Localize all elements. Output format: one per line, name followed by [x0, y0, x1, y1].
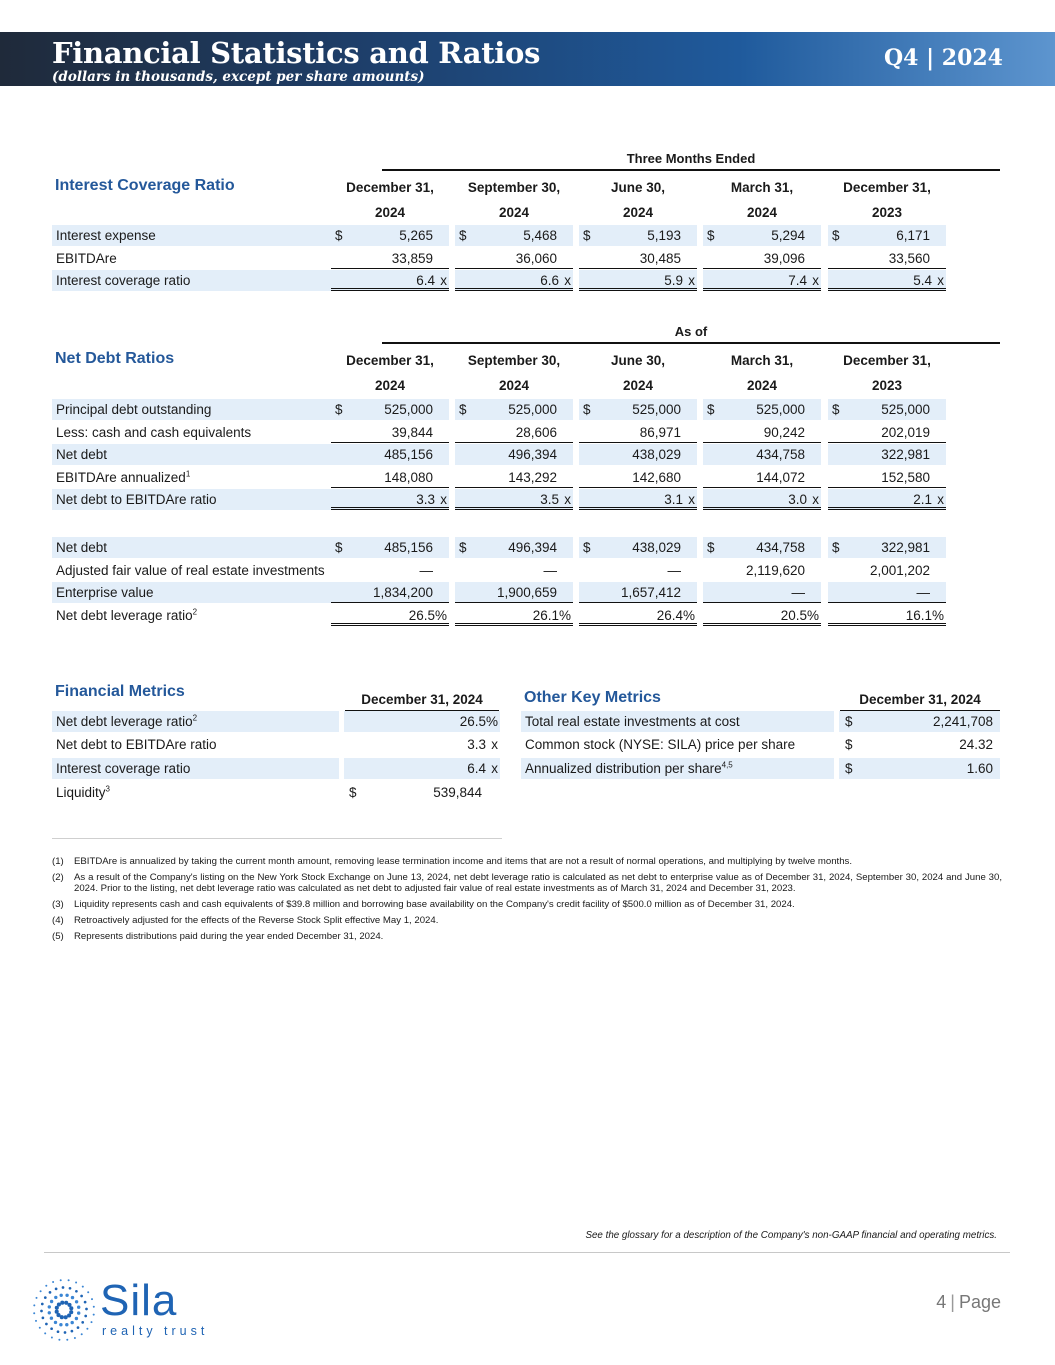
- cell-value: 202,019: [881, 424, 930, 440]
- metric-row: [521, 734, 1000, 755]
- cell-value: 438,029: [632, 540, 681, 555]
- cell-value: 36,060: [515, 250, 557, 266]
- column-header: December 31,: [346, 180, 434, 195]
- value-text: 1.60: [966, 761, 993, 776]
- row-label: Net debt leverage ratio$^2$: [56, 607, 198, 623]
- dollar-sign: $: [707, 228, 715, 243]
- cell-value: 5,265: [399, 228, 433, 243]
- table-cell: [455, 560, 573, 581]
- metric-label: Common stock (NYSE: SILA) price per share: [525, 737, 796, 752]
- table-cell: [455, 537, 573, 558]
- cell-suffix: x: [688, 273, 695, 288]
- cell-value: 496,394: [508, 447, 557, 462]
- row-label: Interest expense: [52, 225, 362, 246]
- table-cell: [703, 225, 821, 246]
- column-header-year: 2024: [374, 378, 406, 393]
- cell-value: —: [791, 585, 805, 600]
- table-cell: [455, 399, 573, 420]
- table-cell: [455, 444, 573, 465]
- table-cell: [703, 582, 821, 603]
- page-number: 4 | Page: [936, 1292, 1001, 1312]
- table-cell: [579, 560, 697, 581]
- logo-tagline: realty trust: [102, 1324, 209, 1338]
- table-cell: [579, 467, 697, 488]
- metric-value: [344, 711, 500, 732]
- cell-value: 148,080: [384, 469, 433, 485]
- table-row: [52, 270, 1002, 291]
- table-cell: [579, 582, 697, 603]
- table-cell: [828, 422, 946, 443]
- metric-label: Net debt leverage ratio$^2$: [52, 711, 339, 732]
- column-header-year: 2023: [871, 205, 903, 220]
- cell-value: 525,000: [756, 402, 805, 417]
- cell-value: 39,844: [391, 424, 433, 440]
- page-number-value: 4: [936, 1292, 947, 1312]
- cell-value: 3.3: [416, 492, 435, 507]
- cell-value: 6.4: [416, 273, 435, 288]
- net-debt-section: [52, 321, 1002, 641]
- glossary-note: See the glossary for a description of the Company's non-GAAP financial and operating metrics.: [585, 1230, 997, 1241]
- value-text: 24.32: [959, 737, 993, 752]
- table-row: [52, 422, 1002, 443]
- table-cell: [828, 489, 946, 510]
- dollar-sign: $: [707, 540, 715, 555]
- metric-label: Interest coverage ratio: [52, 758, 339, 779]
- table-cell: [828, 467, 946, 488]
- dollar-sign: $: [349, 785, 357, 800]
- table-cell: [579, 225, 697, 246]
- logo-wordmark: Sila: [100, 1276, 178, 1325]
- row-label: Net debt: [52, 537, 362, 558]
- footnotes: [52, 856, 1002, 947]
- table-cell: [331, 537, 449, 558]
- row-label: Net debt to EBITDAre ratio: [52, 489, 362, 510]
- column-header: June 30,: [610, 180, 666, 195]
- cell-suffix: x: [812, 492, 819, 507]
- page-title: Financial Statistics and Ratios: [52, 36, 541, 70]
- table-cell: [828, 225, 946, 246]
- table-row: [52, 489, 1002, 510]
- table-cell: [331, 444, 449, 465]
- column-header-year: 2024: [622, 205, 654, 220]
- metric-row: [52, 711, 500, 732]
- table-cell: [828, 270, 946, 291]
- table-cell: [331, 582, 449, 603]
- row-label: Net debt: [52, 444, 362, 465]
- cell-value: —: [916, 585, 930, 600]
- cell-value: 20.5: [780, 607, 807, 623]
- table-cell: [455, 605, 573, 626]
- cell-suffix: x: [688, 492, 695, 507]
- other-metrics-title: Other Key Metrics: [524, 689, 661, 706]
- table-cell: [579, 537, 697, 558]
- cell-value: 39,096: [763, 250, 805, 266]
- dollar-sign: $: [583, 402, 591, 417]
- row-label: Less: cash and cash equivalents: [56, 424, 252, 440]
- metric-label: Liquidity$^3$: [56, 784, 110, 800]
- metric-row: [52, 758, 500, 779]
- cell-value: 1,900,659: [496, 585, 557, 600]
- cell-suffix: %: [434, 607, 447, 623]
- footnote-ref: 4,5: [721, 760, 733, 770]
- table-cell: [331, 605, 449, 626]
- cell-value: 5.4: [913, 273, 932, 288]
- metric-value: [839, 758, 1000, 779]
- cell-value: 525,000: [881, 402, 930, 417]
- cell-value: 3.5: [540, 492, 559, 507]
- column-header: June 30,: [610, 353, 666, 368]
- metric-row: [52, 734, 500, 755]
- table-cell: [331, 399, 449, 420]
- cell-value: —: [543, 562, 557, 578]
- column-header-year: 2024: [498, 378, 530, 393]
- dollar-sign: $: [583, 540, 591, 555]
- table-cell: [828, 399, 946, 420]
- metric-label: Total real estate investments at cost: [521, 711, 834, 732]
- logo-burst-icon: [32, 1276, 98, 1342]
- cell-value: 434,758: [756, 447, 805, 462]
- cell-value: —: [667, 562, 681, 578]
- cell-value: 496,394: [508, 540, 557, 555]
- table-cell: [703, 467, 821, 488]
- column-header: December 31,: [346, 353, 434, 368]
- cell-value: 485,156: [384, 540, 433, 555]
- footnote-number: (4): [52, 915, 64, 926]
- financial-metrics-header: December 31, 2024: [345, 692, 499, 712]
- footnote-ref: 2: [192, 607, 198, 616]
- footnote-number: (2): [52, 872, 64, 883]
- cell-value: 322,981: [881, 447, 930, 462]
- footnote-number: (5): [52, 931, 64, 942]
- cell-suffix: x: [937, 273, 944, 288]
- value-text: 2,241,708: [932, 714, 993, 729]
- cell-value: 5,294: [771, 228, 805, 243]
- footnote-ref: 2: [192, 713, 198, 723]
- cell-value: 1,834,200: [372, 585, 433, 600]
- table-cell: [828, 537, 946, 558]
- footnote-number: (3): [52, 899, 64, 910]
- value-text: 3.3: [467, 737, 486, 752]
- cell-value: 7.4: [788, 273, 807, 288]
- table-row: [52, 399, 1002, 420]
- column-header-year: 2024: [498, 205, 530, 220]
- page-number-label: Page: [958, 1292, 1001, 1312]
- table-cell: [331, 270, 449, 291]
- cell-suffix: x: [564, 273, 571, 288]
- cell-value: 16.1: [905, 607, 932, 623]
- cell-value: 434,758: [756, 540, 805, 555]
- cell-suffix: %: [682, 607, 695, 623]
- cell-value: 142,680: [632, 469, 681, 485]
- row-label: Principal debt outstanding: [52, 399, 362, 420]
- group-header: Three Months Ended: [382, 151, 1000, 171]
- table-cell: [455, 248, 573, 269]
- company-logo: [32, 1276, 222, 1342]
- cell-value: 525,000: [508, 402, 557, 417]
- cell-value: 1,657,412: [620, 585, 681, 600]
- table-cell: [579, 422, 697, 443]
- table-row: [52, 537, 1002, 558]
- cell-value: —: [419, 562, 433, 578]
- table-cell: [455, 225, 573, 246]
- cell-suffix: %: [931, 607, 944, 623]
- table-cell: [331, 489, 449, 510]
- column-header-year: 2024: [746, 205, 778, 220]
- dollar-sign: $: [832, 228, 840, 243]
- cell-value: 90,242: [763, 424, 805, 440]
- other-metrics-header: December 31, 2024: [840, 692, 1000, 712]
- table-row: [52, 225, 1002, 246]
- dollar-sign: $: [832, 540, 840, 555]
- metric-row: [52, 782, 500, 803]
- cell-value: 5,193: [647, 228, 681, 243]
- cell-value: 5.9: [664, 273, 683, 288]
- footnote-text: As a result of the Company's listing on the New York Stock Exchange on June 13, 2024, net debt leverage ratio is calculated as net debt to enterprise value as of December 31, 2024, September 30, 2024 and June 30, 2024. Prior to the listing, net debt leverage ratio was calculated as net debt to adjusted fair value of real estate investments as of March 31, 2024 and December 31, 2023.: [74, 872, 1002, 894]
- table-cell: [455, 489, 573, 510]
- footer-divider: [44, 1252, 1010, 1253]
- dollar-sign: $: [335, 540, 343, 555]
- footnote-text: Retroactively adjusted for the effects of the Reverse Stock Split effective May 1, 2024.: [74, 915, 439, 926]
- footnote-text: Represents distributions paid during the year ended December 31, 2024.: [74, 931, 384, 942]
- table-cell: [455, 582, 573, 603]
- table-cell: [455, 467, 573, 488]
- cell-value: 152,580: [881, 469, 930, 485]
- period-label: Q4 | 2024: [883, 45, 1003, 71]
- column-header-year: 2024: [374, 205, 406, 220]
- value-suffix: %: [485, 714, 498, 729]
- column-header-year: 2023: [871, 378, 903, 393]
- cell-value: 2,119,620: [745, 562, 805, 578]
- cell-value: 322,981: [881, 540, 930, 555]
- footnote: [52, 899, 1002, 910]
- row-label: Adjusted fair value of real estate investments: [56, 562, 325, 578]
- table-cell: [703, 399, 821, 420]
- column-header: September 30,: [467, 353, 561, 368]
- cell-value: 26.1: [532, 607, 559, 623]
- table-cell: [331, 248, 449, 269]
- cell-value: 6,171: [896, 228, 930, 243]
- table-row: [52, 467, 1002, 488]
- cell-suffix: x: [812, 273, 819, 288]
- table-cell: [579, 489, 697, 510]
- row-label: EBITDAre annualized$^1$: [56, 469, 191, 485]
- dollar-sign: $: [845, 761, 853, 776]
- cell-value: 3.0: [788, 492, 807, 507]
- cell-value: 33,859: [391, 250, 433, 266]
- metric-row: [521, 711, 1000, 732]
- cell-value: 2,001,202: [869, 562, 930, 578]
- metric-label: Annualized distribution per share$^{4,5}$: [521, 758, 834, 779]
- section-title: Interest Coverage Ratio: [55, 177, 235, 194]
- footnote: [52, 931, 1002, 942]
- column-header: December 31,: [843, 180, 931, 195]
- dollar-sign: $: [459, 228, 467, 243]
- footnote-divider: [52, 838, 502, 839]
- value-suffix: x: [491, 737, 498, 752]
- row-label: Enterprise value: [52, 582, 362, 603]
- table-cell: [703, 422, 821, 443]
- table-cell: [331, 467, 449, 488]
- cell-suffix: x: [937, 492, 944, 507]
- metric-value: [839, 734, 1000, 755]
- cell-value: 30,485: [639, 250, 681, 266]
- table-cell: [331, 422, 449, 443]
- cell-suffix: x: [440, 273, 447, 288]
- footnote: [52, 872, 1002, 894]
- cell-value: 144,072: [756, 469, 805, 485]
- table-cell: [828, 605, 946, 626]
- group-header: As of: [382, 324, 1000, 344]
- cell-suffix: x: [564, 492, 571, 507]
- table-cell: [703, 537, 821, 558]
- metric-value: [344, 758, 500, 779]
- dollar-sign: $: [707, 402, 715, 417]
- footnote: [52, 915, 1002, 926]
- column-header: March 31,: [730, 180, 794, 195]
- table-cell: [703, 489, 821, 510]
- column-header: September 30,: [467, 180, 561, 195]
- cell-value: 6.6: [540, 273, 559, 288]
- table-cell: [703, 560, 821, 581]
- table-cell: [828, 248, 946, 269]
- cell-value: 28,606: [515, 424, 557, 440]
- metric-value: [839, 711, 1000, 732]
- row-label: EBITDAre: [56, 250, 117, 266]
- table-cell: [455, 422, 573, 443]
- section-title: Net Debt Ratios: [55, 350, 175, 367]
- table-cell: [828, 560, 946, 581]
- table-cell: [703, 605, 821, 626]
- table-cell: [703, 270, 821, 291]
- footnote: [52, 856, 1002, 867]
- value-suffix: x: [491, 761, 498, 776]
- table-row: [52, 444, 1002, 465]
- cell-suffix: %: [806, 607, 819, 623]
- dollar-sign: $: [845, 737, 853, 752]
- value-text: 539,844: [433, 785, 482, 800]
- cell-value: 143,292: [508, 469, 557, 485]
- footnote-number: (1): [52, 856, 64, 867]
- cell-value: 26.4: [656, 607, 683, 623]
- cell-value: 26.5: [408, 607, 435, 623]
- table-cell: [331, 560, 449, 581]
- dollar-sign: $: [335, 402, 343, 417]
- cell-value: 525,000: [384, 402, 433, 417]
- dollar-sign: $: [832, 402, 840, 417]
- footnote-ref: 3: [105, 784, 110, 794]
- footnote-text: EBITDAre is annualized by taking the current month amount, removing lease termination income and items that are not a result of normal operations, and multiplying by twelve months.: [74, 856, 853, 867]
- cell-value: 86,971: [639, 424, 681, 440]
- financial-metrics-title: Financial Metrics: [55, 683, 185, 700]
- table-cell: [579, 270, 697, 291]
- table-cell: [579, 248, 697, 269]
- row-label: Interest coverage ratio: [52, 270, 362, 291]
- column-header: December 31,: [843, 353, 931, 368]
- page-subtitle: (dollars in thousands, except per share amounts): [52, 69, 425, 85]
- table-cell: [579, 399, 697, 420]
- cell-value: 3.1: [664, 492, 683, 507]
- metric-row: [521, 758, 1000, 779]
- header-banner: [0, 32, 1055, 86]
- cell-value: 33,560: [888, 250, 930, 266]
- footnote-ref: 1: [185, 469, 191, 478]
- metric-value: [344, 782, 500, 803]
- dollar-sign: $: [583, 228, 591, 243]
- dollar-sign: $: [459, 540, 467, 555]
- cell-value: 438,029: [632, 447, 681, 462]
- dollar-sign: $: [845, 714, 853, 729]
- dollar-sign: $: [459, 402, 467, 417]
- table-cell: [828, 582, 946, 603]
- table-cell: [703, 248, 821, 269]
- column-header-year: 2024: [746, 378, 778, 393]
- table-row: [52, 605, 1002, 626]
- table-row: [52, 560, 1002, 581]
- column-header-year: 2024: [622, 378, 654, 393]
- footnote-text: Liquidity represents cash and cash equivalents of $39.8 million and borrowing base availability on the Company's credit facility of $500.0 million as of December 31, 2024.: [74, 899, 795, 910]
- cell-value: 2.1: [913, 492, 932, 507]
- table-cell: [331, 225, 449, 246]
- cell-value: 5,468: [523, 228, 557, 243]
- cell-value: 525,000: [632, 402, 681, 417]
- metric-label: Net debt to EBITDAre ratio: [56, 737, 217, 752]
- table-cell: [455, 270, 573, 291]
- table-row: [52, 248, 1002, 269]
- table-row: [52, 582, 1002, 603]
- interest-coverage-section: [52, 148, 1002, 298]
- cell-value: 485,156: [384, 447, 433, 462]
- table-cell: [703, 444, 821, 465]
- value-text: 26.5: [459, 714, 486, 729]
- value-text: 6.4: [467, 761, 486, 776]
- cell-suffix: %: [558, 607, 571, 623]
- table-cell: [579, 444, 697, 465]
- table-cell: [579, 605, 697, 626]
- dollar-sign: $: [335, 228, 343, 243]
- table-cell: [828, 444, 946, 465]
- cell-suffix: x: [440, 492, 447, 507]
- metric-value: [344, 734, 500, 755]
- column-header: March 31,: [730, 353, 794, 368]
